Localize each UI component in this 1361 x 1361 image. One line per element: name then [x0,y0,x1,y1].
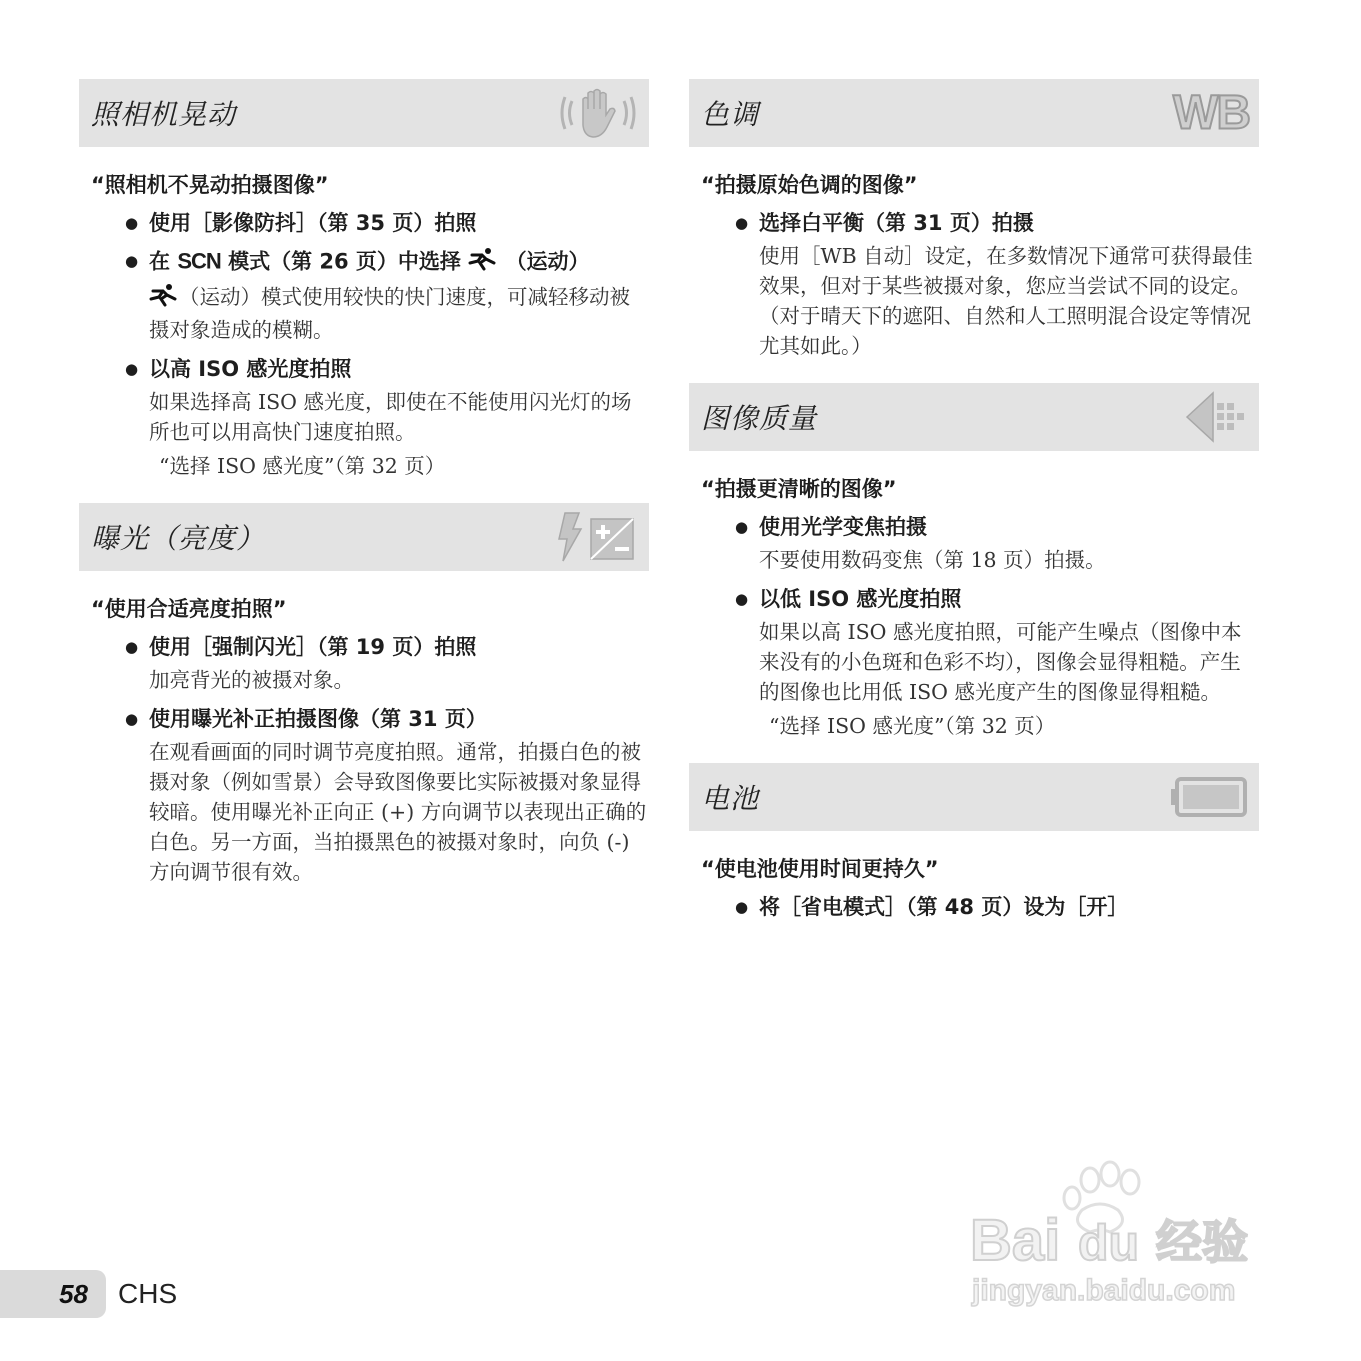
section-title: 曝光（亮度） [91,521,266,555]
heading-text-post: （运动） [505,249,590,274]
language-code: CHS [118,1278,178,1309]
battery-icon [1169,775,1249,819]
section-header [689,763,1259,831]
list-item [689,209,1259,361]
bullet-heading: ● 以低 ISO 感光度拍照 [689,585,1259,613]
section-camera-shake [79,79,649,481]
section-header [79,79,649,147]
section-header [689,383,1259,451]
bullet-heading: ● 使用［强制闪光］（第 19 页）拍照 [79,633,649,661]
page-number-tab [0,1270,106,1318]
section-quote: “照相机不晃动拍摄图像” [91,173,329,197]
section-quote: “拍摄更清晰的图像” [701,477,897,501]
list-item [79,209,649,237]
bullet-list [689,209,1259,361]
list-item [79,247,649,345]
section-header [79,503,649,571]
bullet-body: 不要使用数码变焦（第 18 页）拍摄。 [759,548,1106,572]
image-quality-icon [1183,389,1249,445]
list-item [79,355,649,481]
list-item [689,513,1259,575]
list-item [689,893,1259,921]
hand-shake-icon [557,85,639,141]
section-exposure [79,503,649,887]
heading-text-mid: 模式（第 26 页）中选择 [228,249,461,274]
sport-mode-icon [149,283,179,315]
section-quote: “使用合适亮度拍照” [91,596,287,621]
list-item [79,633,649,695]
left-column [79,79,649,909]
baidu-watermark-logo [960,1160,1290,1310]
body-text: （运动）模式使用较快的快门速度，可减轻移动被摄对象造成的模糊。 [149,285,630,342]
section-image-quality [689,383,1259,741]
svg-text:jingyan.baidu.com: jingyan.baidu.com [972,1274,1236,1307]
white-balance-icon: WB [1173,86,1249,140]
list-item [689,585,1259,741]
section-quote: “拍摄原始色调的图像” [701,173,918,197]
section-battery [689,763,1259,921]
section-title: 色调 [701,98,760,131]
svg-text:Bai: Bai [970,1208,1061,1273]
bullet-body: 如果以高 ISO 感光度拍照，可能产生噪点（图像中本来没有的小色斑和色彩不均），图像会显得粗糙。产生的图像也比用低 ISO 感光度产生的图像显得粗糙。 [759,620,1242,704]
bullet-heading: ● 选择白平衡（第 31 页）拍摄 [689,209,1259,237]
bullet-list [689,513,1259,741]
svg-text:经验: 经验 [1156,1215,1248,1269]
bullet-list [79,209,649,481]
bullet-body: 使用［WB 自动］设定，在多数情况下通常可获得最佳效果，但对于某些被摄对象，您应当尝试不同的设定。（对于晴天下的遮阳、自然和人工照明混合设定等情况尤其如此。） [759,244,1253,358]
bullet-body [79,282,649,345]
list-item [79,705,649,887]
page-reference: “选择 ISO 感光度”（第 32 页） [769,714,1056,738]
bullet-heading [79,247,649,278]
bullet-list [79,633,649,887]
sport-mode-icon [468,247,498,278]
heading-text-pre: 在 [149,249,170,274]
bullet-heading: ● 使用光学变焦拍摄 [689,513,1259,541]
flash-exposure-icon [551,509,639,565]
section-title: 图像质量 [701,402,818,435]
bullet-body: 如果选择高 ISO 感光度，即使在不能使用闪光灯的场所也可以用高快门速度拍照。 [149,389,632,444]
section-color-tone [689,79,1259,361]
bullet-heading: ● 使用［影像防抖］（第 35 页）拍照 [79,209,649,237]
page-number: 58 [59,1278,88,1309]
svg-text:du: du [1078,1215,1140,1271]
scn-mode-icon: SCN [177,248,221,274]
bullet-heading: ● 以高 ISO 感光度拍照 [79,355,649,383]
bullet-body: 在观看画面的同时调节亮度拍照。通常，拍摄白色的被摄对象（例如雪景）会导致图像要比实际被摄对象显得较暗。使用曝光补正向正 (+) 方向调节以表现出正确的白色。另一方面，当拍摄黑色的被摄对象时，向负 (-) 方向调节很有效。 [149,739,647,884]
section-title: 电池 [701,782,760,815]
section-title: 照相机晃动 [91,98,237,131]
right-column [689,79,1259,943]
bullet-heading: ● 将［省电模式］（第 48 页）设为［开］ [689,893,1259,921]
bullet-body: 加亮背光的被摄对象。 [149,667,354,692]
bullet-list [689,893,1259,921]
bullet-heading: ● 使用曝光补正拍摄图像（第 31 页） [79,705,649,733]
section-header [689,79,1259,147]
section-quote: “使电池使用时间更持久” [701,857,939,881]
page-reference: “选择 ISO 感光度”（第 32 页） [159,453,446,478]
